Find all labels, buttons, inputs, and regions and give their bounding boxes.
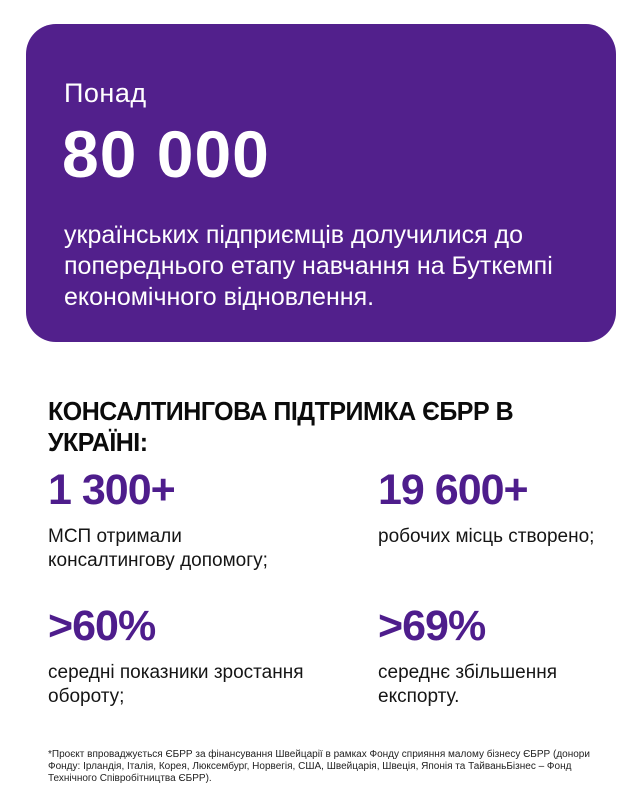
stat-text: середні показники зростання обороту; [48,662,304,707]
stat-value: 1 300+ [48,466,175,514]
stat-export [378,602,638,709]
stat-turnover [48,602,308,709]
stat-jobs [378,466,638,549]
hero-card [26,24,616,342]
hero-number: 80 000 [62,117,270,191]
footnote: *Проєкт впроваджується ЄБРР за фінансування Швейцарії в рамках Фонду сприяння малому бізнесу ЄБРР (донори Фонду: Ірландія, Італія, Корея, Люксембург, Норвегія, США, Швейцарія, Швеція, Японія та ТайваньБізнес – Фонд Технічного Співробітництва ЄБРР). [48,749,590,784]
stat-text: МСП отримали консалтингову допомогу; [48,526,268,571]
stat-smes [48,466,308,573]
stat-text: середнє збільшення експорту. [378,662,558,707]
section-title: КОНСАЛТИНГОВА ПІДТРИМКА ЄБРР В УКРАЇНІ: [48,396,514,457]
stat-value: 19 600+ [378,466,528,514]
hero-description: українських підприємців долучилися до попереднього етапу навчання на Буткемпі економічного відновлення. [64,221,553,311]
stat-value: >69% [378,602,486,650]
stat-text: робочих місць створено; [378,526,595,547]
hero-lead: Понад [64,78,147,108]
stat-value: >60% [48,602,156,650]
